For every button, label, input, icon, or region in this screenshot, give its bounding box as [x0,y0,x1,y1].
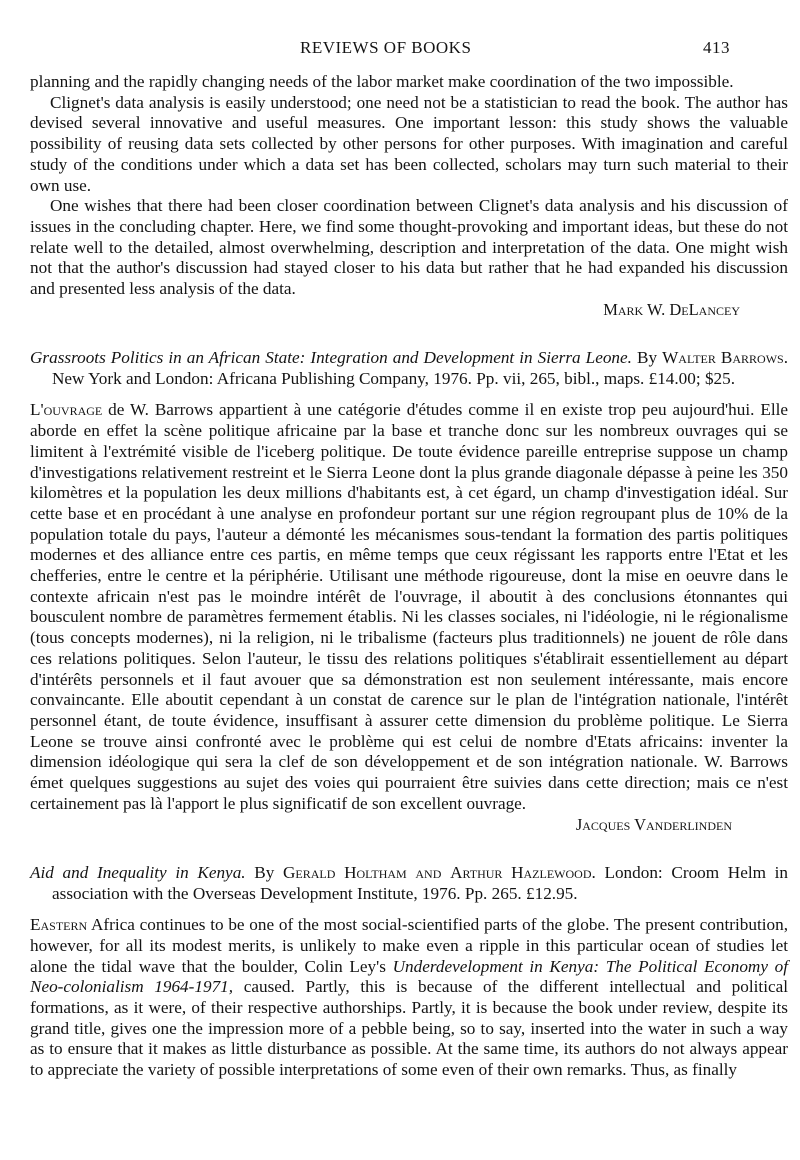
book-author: Arthur Hazlewood. [450,863,596,883]
review-delancey [30,72,788,320]
paragraph-continued: planning and the rapidly changing needs of the labor market make coordination of the two impossible. [30,72,734,91]
review-text [30,915,788,1081]
reviewer-signature: Jacques Vanderlinden [575,814,732,834]
paragraph: Clignet's data analysis is easily understood; one need not be a statistician to read the book. The author has devised several innovative and useful measures. One important lesson: this study shows the valuable possibility of reusing data sets collected by other persons for other purposes. With imagination and careful study of the conditions under which a data set has been collected, scholars may turn such material to their own use. [30,92,788,195]
review-holtham-hazlewood [30,863,788,1081]
by-label: By [636,348,658,368]
book-title: Grassroots Politics in an African State: Integration and Development in Sierra Leone. [30,348,632,368]
book-title: Aid and Inequality in Kenya. [30,863,246,883]
review-barrows [30,348,788,835]
review-body: de W. Barrows appartient à une catégorie d'études comme il en existe trop peu aujourd'hui. Elle aborde en effet la scène politique africaine par la base et tranche donc sur les nombreux ouvrages qui se limitent à l'extrémité visible de l'iceberg politique. De toute évidence pareille entreprise suppose un champ d'investigations relativement restreint et le Sierra Leone dont la plus grande diagonale dépasse à peine les 350 kilomètres et la population les deux millions d'habitants est, à cet égard, un champ d'investigation idéal. Sur cette base et en procédant à une analyse en profondeur portant sur une région regroupant plus de 10% de la population totale du pays, l'auteur a démonté les mécanismes sous-tendant la formation des partis politiques modernes et des alliance entre ces partis, en même temps que ceux régissant les rapports entre l'Etat et les chefferies, entre le centre et la périphérie. Utilisant une méthode rigoureuse, dont la mise en oeuvre dans le contexte africain n'est pas le moindre intérêt de l'ouvrage, il aboutit à des conclusions étonnantes qui bousculent nombre de paramètres fermement établis. Ni les classes sociales, ni l'idéologie, ni le régionalisme (tous concepts modernes), ni la religion, ni le tribalisme (facteurs plus traditionnels) ne jouent de rôle dans ces relations politiques. Selon l'auteur, le tissu des relations politiques s'établirait essentiellement au départ d'intérêts personnels et il faut avouer que sa démonstration est non seulement intéressante, mais encore convaincante. Elle aboutit cependant à un constat de carence sur le plan de l'intégration nationale, l'intérêt personnel étant, de toute évidence, insuffisant à assurer cette dimension du problème politique. Le Sierra Leone se trouve ainsi confronté avec le problème qui est celui de nombre d'Etats africains: inventer la dimension idéologique qui sera la clef de son développement et de son intégration nationale. W. Barrows émet quelques suggestions au sujet des voies qui pourraient être suivies dans cette direction; mais ce n'est certainement pas là l'apport le plus significatif de son excellent ouvrage. [30,400,788,813]
running-header [0,38,800,62]
cited-work-title: Underdevelopment in Kenya: The Political Economy of Neo-colonialism 1964-1971, [30,956,788,997]
book-citation [30,348,788,389]
page-number: 413 [703,38,730,57]
paragraph: One wishes that there had been closer coordination between Clignet's data analysis and his discussion of issues in the concluding chapter. Here, we find some thought-provoking and important ideas, but these do not relate well to the detailed, almost overwhelming, description and interpretation of the data. One might wish not that the author's discussion had stayed closer to his data but rather that he had expanded his discussion and presented less analysis of the data. [30,196,788,299]
publication-details: London: Croom Helm in association with the Overseas Development Institute, 1976. Pp. 265. £12.95. [52,863,789,903]
by-label: By [254,863,275,883]
book-author: Gerald Holtham [283,863,407,883]
reviewer-signature: Mark W. DeLancey [603,299,740,319]
lead-word: Eastern [30,915,88,935]
publication-details: New York and London: Africana Publishing Company, 1976. Pp. vii, 265, bibl., maps. £14.00; $25. [52,368,736,388]
and-label: and [415,863,442,883]
running-title: REVIEWS OF BOOKS [300,38,472,57]
lead-word: L'ouvrage [30,400,103,420]
review-text [30,400,788,814]
book-author: Walter Barrows. [662,348,788,368]
page-content [30,72,788,1081]
review-body: caused. Partly, this is because of the different intellectual and political formations, as it were, of their respective authorships. Partly, it is because the book under review, despite its grand title, gives one the impression more of a pebble being, so to say, inserted into the water in such a way as to ensure that it makes as little disturbance as possible. At the same time, its authors do not always appear to appreciate the variety of possible interpretations of some even of their own remarks. Thus, as finally [30,977,789,1080]
book-citation [30,863,788,904]
review-body: Africa continues to be one of the most social-scientified parts of the globe. The present contribution, however, for all its modest merits, is unlikely to make even a ripple in this particular ocean of studies let alone the tidal wave that the boulder, Colin Ley's [30,915,788,976]
